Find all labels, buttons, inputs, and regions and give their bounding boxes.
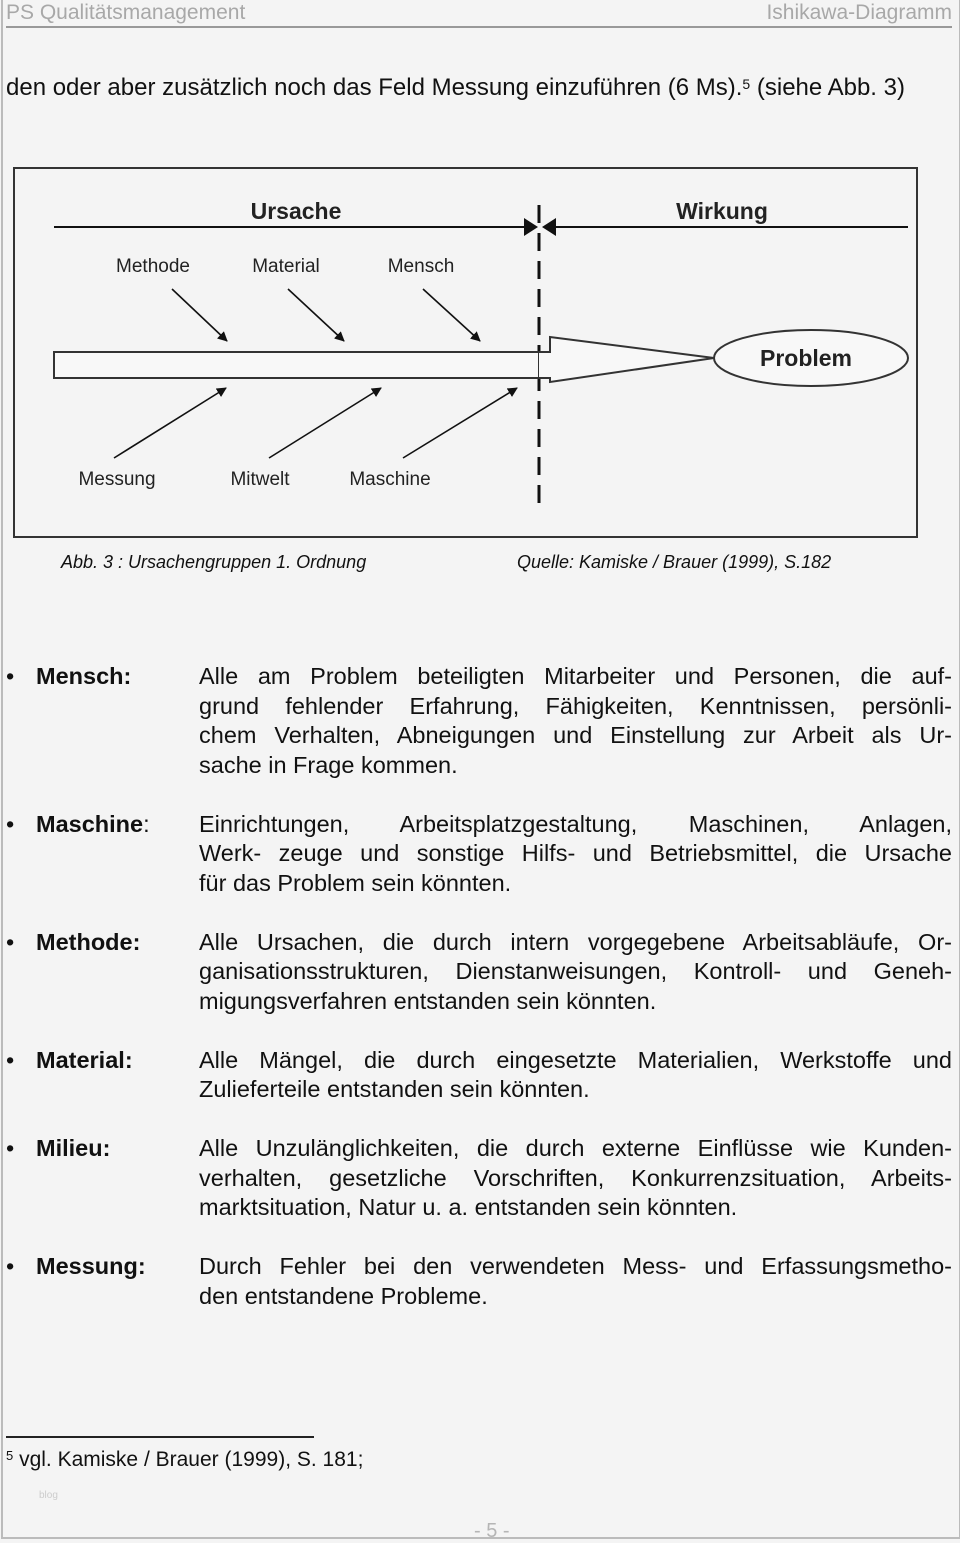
item-label-text: Material: [36,1046,133,1073]
item-line: Alle Ursachen, die durch intern vorgegebene Arbeitsabläufe, Or- [199,928,952,955]
item-line: ganisationsstrukturen, Dienstanweisungen, Kontroll- und Geneh- [199,958,952,984]
item-label [36,662,131,692]
intro-text-after: (siehe Abb. 3) [750,74,905,101]
item-label [36,1252,146,1282]
page-number: - 5 - [474,1520,510,1542]
item-description [199,662,952,780]
effect-label: Wirkung [676,198,768,224]
problem-label: Problem [759,345,853,371]
item-label-text: Mensch: [36,663,132,689]
item-label [36,1134,110,1164]
cause-maschine: Maschine [349,469,431,490]
main-arrowhead [539,337,714,382]
item-label [36,928,140,958]
cause-label: Ursache [250,198,342,224]
list-item [0,1046,960,1105]
list-item [0,810,960,899]
footnote-text: vgl. Kamiske / Brauer (1999), S. 181; [19,1448,364,1471]
cause-material: Material [252,256,320,277]
bullet-icon: • [6,1135,15,1161]
bullet-icon: • [6,1046,15,1073]
cause-methode: Methode [116,256,190,277]
definition-list [0,662,960,1341]
item-line: für das Problem sein könnten. [199,869,512,896]
item-label-text: Maschine [36,810,144,837]
footnote-ref: 5 [742,76,751,92]
list-item [0,1134,960,1223]
item-label-text: Messung: [36,1253,146,1279]
cause-messung: Messung [78,469,156,490]
item-line: marktsituation, Natur u. a. entstanden sein könnten. [199,1194,738,1220]
bullet-icon: • [6,663,15,689]
item-description [199,1252,952,1311]
item-label [36,810,150,840]
item-description [199,928,952,1017]
item-line: verhalten, gesetzliche Vorschriften, Konkurrenzsituation, Arbeits- [199,1164,952,1191]
item-line: Durch Fehler bei den verwendeten Mess- und Erfassungsmetho- [199,1253,952,1279]
footnote-number: 5 [6,1448,14,1463]
cause-mitwelt: Mitwelt [230,469,290,490]
item-line: sache in Frage kommen. [199,751,458,778]
main-bone [54,352,539,378]
item-label [36,1046,133,1076]
bullet-icon: • [6,1253,15,1279]
item-description [199,1134,952,1223]
header-left: PS Qualitätsmanagement [6,1,246,24]
figure-caption: Abb. 3 : Ursachengruppen 1. Ordnung [61,552,367,572]
list-item [0,928,960,1017]
watermark: blog [39,1490,58,1501]
item-line: grund fehlender Erfahrung, Fähigkeiten, Kenntnissen, persönli- [199,692,952,719]
item-line: Alle am Problem beteiligten Mitarbeiter und Personen, die auf- [199,663,952,689]
item-label-colon: : [143,810,150,837]
footnote-rule [6,1436,314,1438]
figure-source: Quelle: Kamiske / Brauer (1999), S.182 [517,552,832,572]
footnote [6,1448,363,1472]
item-line: den entstandene Probleme. [199,1282,488,1309]
item-label-text: Methode: [36,928,141,955]
item-line: Einrichtungen, Arbeitsplatzgestaltung, Maschinen, Anlagen, [199,810,952,837]
item-line: migungsverfahren entstanden sein könnten. [199,987,657,1014]
item-line: Alle Mängel, die durch eingesetzte Materialien, Werkstoffe und [199,1046,952,1073]
cause-mensch: Mensch [387,256,455,277]
header-right: Ishikawa-Diagramm [766,1,952,24]
item-line: chem Verhalten, Abneigungen und Einstellung zur Arbeit als Ur- [199,722,952,748]
list-item [0,662,960,780]
item-label-text: Milieu: [36,1135,111,1161]
intro-text: den oder aber zusätzlich noch das Feld Messung einzuführen (6 Ms). [6,74,743,101]
list-item [0,1252,960,1311]
item-line: Werk- zeuge und sonstige Hilfs- und Betriebsmittel, die Ursache [199,840,952,866]
item-line: Zulieferteile entstanden sein könnten. [199,1076,590,1102]
item-description [199,810,952,899]
bullet-icon: • [6,810,15,837]
bullet-icon: • [6,928,15,955]
item-description [199,1046,952,1105]
ishikawa-diagram [0,0,960,560]
item-line: Alle Unzulänglichkeiten, die durch externe Einflüsse wie Kunden- [199,1135,952,1161]
